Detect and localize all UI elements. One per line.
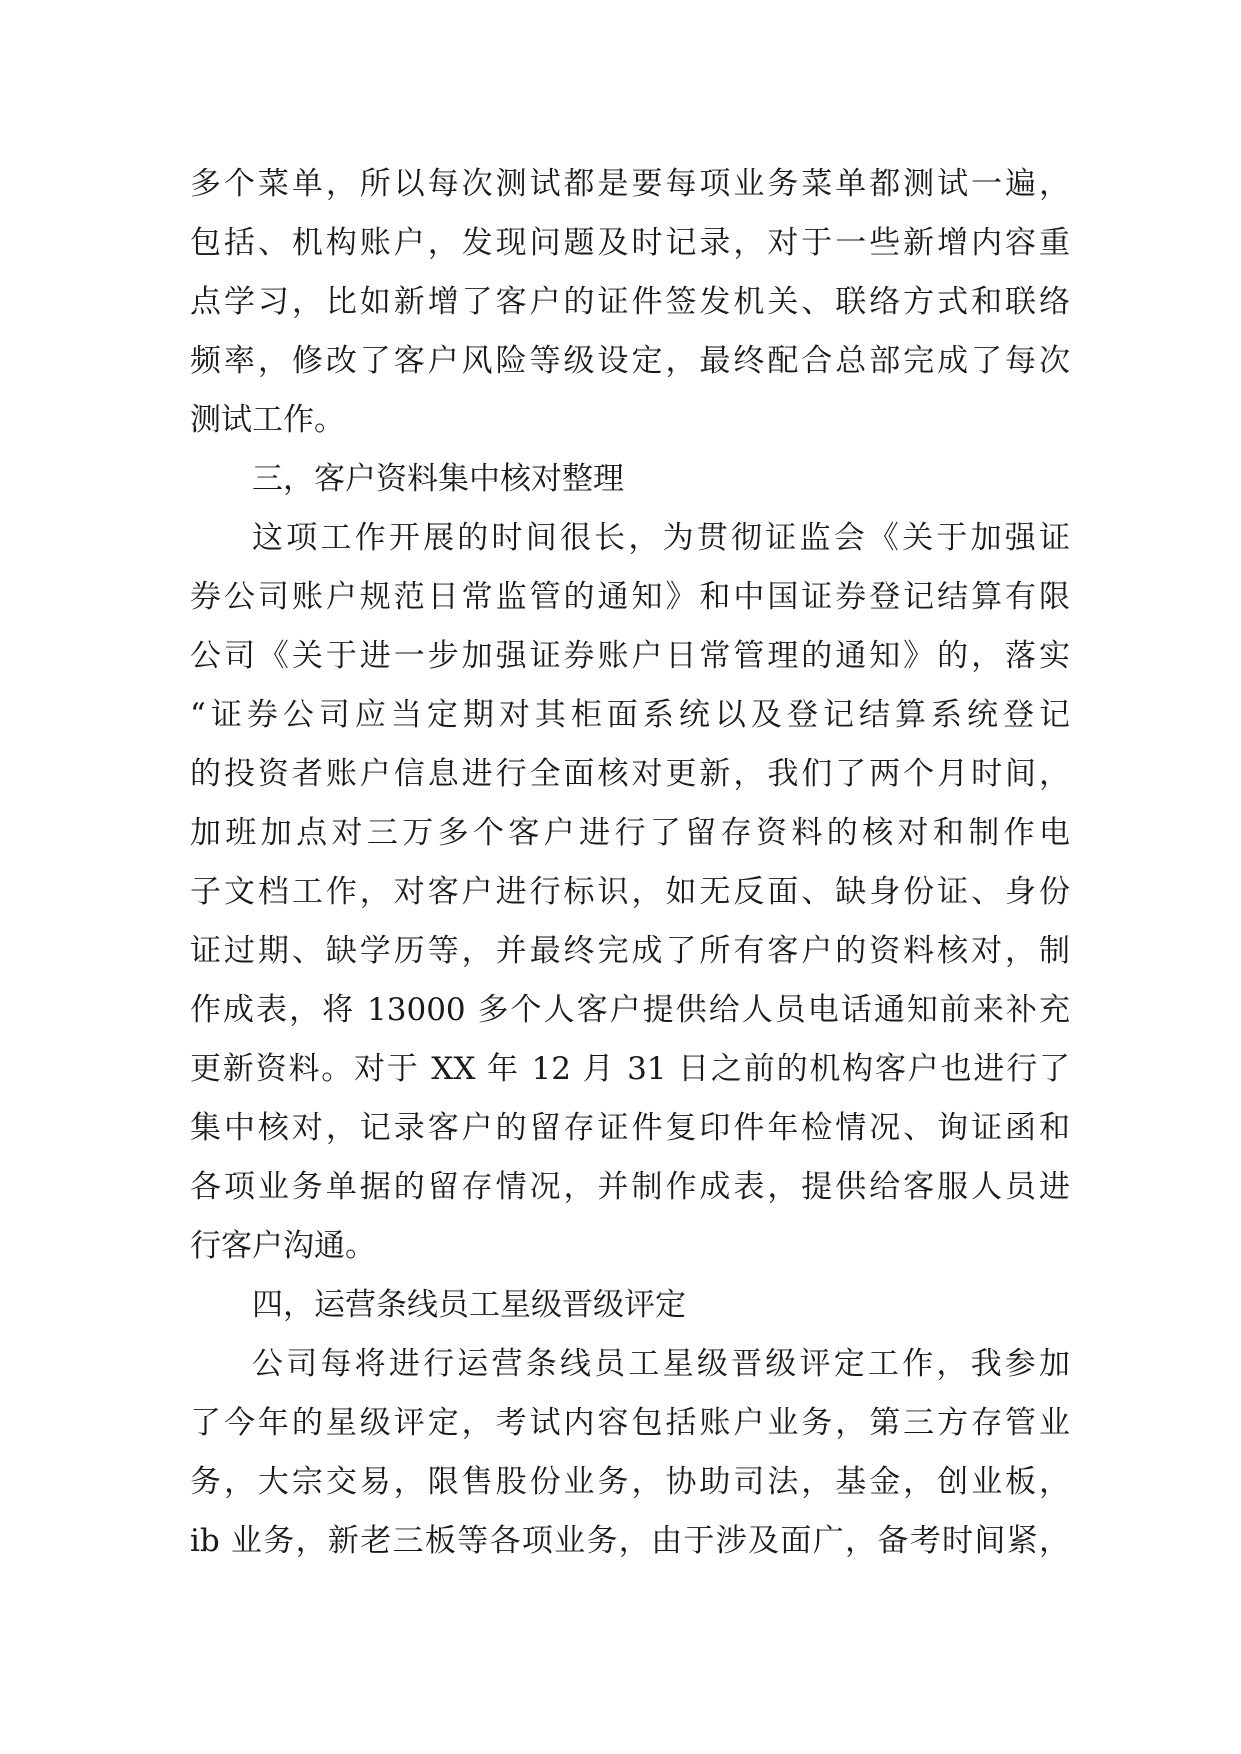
body-line: ib 业务，新老三板等各项业务，由于涉及面广，备考时间紧， [190,1523,1070,1559]
body-line: 频率，修改了客户风险等级设定，最终配合总部完成了每次 [190,343,1070,379]
body-line: 这项工作开展的时间很长，为贯彻证监会《关于加强证 [252,520,1070,556]
body-line: 证过期、缺学历等，并最终完成了所有客户的资料核对，制 [190,933,1070,969]
body-line: 集中核对，记录客户的留存证件复印件年检情况、询证函和 [190,1110,1070,1146]
document-page [190,155,1070,1571]
body-line: “证券公司应当定期对其柜面系统以及登记结算系统登记 [190,697,1070,733]
body-line: 多个菜单，所以每次测试都是要每项业务菜单都测试一遍， [190,166,1070,202]
body-line: 加班加点对三万多个客户进行了留存资料的核对和制作电 [190,815,1070,851]
body-line: 行客户沟通。 [190,1228,376,1264]
body-line: 包括、机构账户，发现问题及时记录，对于一些新增内容重 [190,225,1070,261]
section-heading-3: 三，客户资料集中核对整理 [252,461,624,497]
section-heading-4: 四，运营条线员工星级晋级评定 [252,1287,686,1323]
body-line: 的投资者账户信息进行全面核对更新，我们了两个月时间， [190,756,1070,792]
body-line: 各项业务单据的留存情况，并制作成表，提供给客服人员进 [190,1169,1070,1205]
body-line: 公司《关于进一步加强证券账户日常管理的通知》的，落实 [190,638,1070,674]
body-line: 测试工作。 [190,402,345,438]
body-line: 更新资料。对于 XX 年 12 月 31 日之前的机构客户也进行了 [190,1051,1070,1087]
body-line: 公司每将进行运营条线员工星级晋级评定工作，我参加 [252,1346,1070,1382]
body-line: 作成表，将 13000 多个人客户提供给人员电话通知前来补充 [190,992,1070,1028]
body-line: 子文档工作，对客户进行标识，如无反面、缺身份证、身份 [190,874,1070,910]
body-line: 点学习，比如新增了客户的证件签发机关、联络方式和联络 [190,284,1070,320]
body-line: 务，大宗交易，限售股份业务，协助司法，基金，创业板， [190,1464,1070,1500]
body-line: 券公司账户规范日常监管的通知》和中国证券登记结算有限 [190,579,1070,615]
body-line: 了今年的星级评定，考试内容包括账户业务，第三方存管业 [190,1405,1070,1441]
